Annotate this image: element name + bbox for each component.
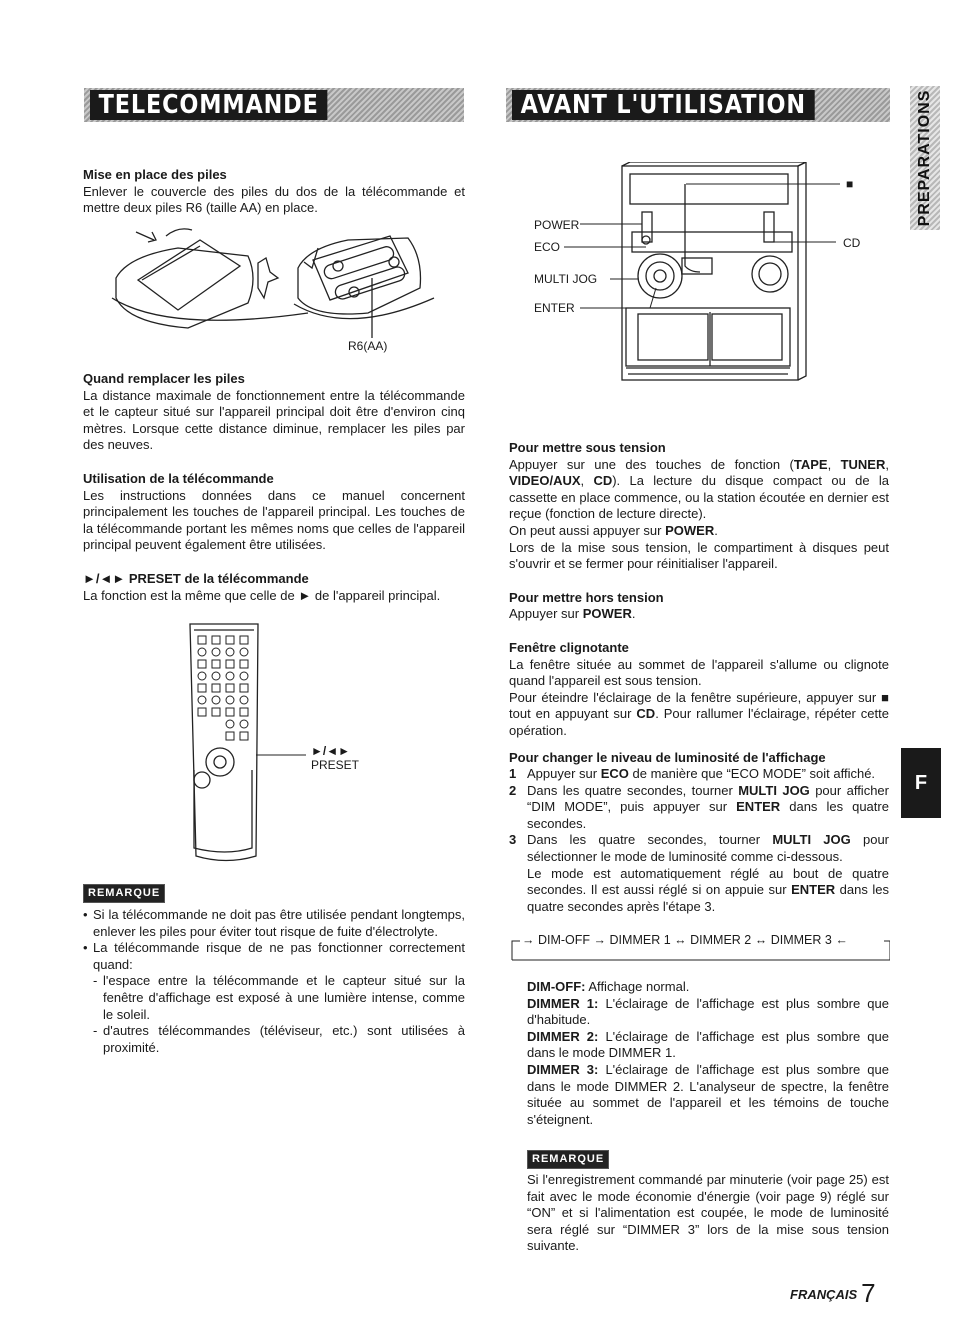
left-section-banner <box>84 88 464 122</box>
dim1-def <box>527 996 889 1029</box>
right-remark-text: Si l'enregistrement commandé par minuterie (voir page 25) est fait avec le mode économie d'énergie (voir page 9) réglé sur “ON” et si l'alimentation est coupée, le mode de luminosité sera réglé sur “DIMMER 3” lors de la mise sous tension suivante. <box>527 1172 889 1254</box>
power-on-note: Lors de la mise sous tension, le compartiment à disques peut s'ouvrir et se fermer pour réinitialiser l'appareil. <box>509 539 889 572</box>
preset-heading-text: PRESET de la télécommande <box>128 570 309 586</box>
remark-subitem: - l'espace entre la télécommande et le capteur situé sur la fenêtre d'affichage est exposé à une lumière intense, comme le soleil. <box>93 973 465 1023</box>
left-column <box>83 167 465 217</box>
remote-key-shape <box>198 648 206 656</box>
key-tape: TAPE <box>793 456 828 472</box>
remote-key-shape <box>212 696 220 704</box>
step-text: dans les quatre secondes. <box>527 799 889 831</box>
key-multi-jog: MULTI JOG <box>738 782 810 798</box>
key-eco: ECO <box>600 766 629 782</box>
arrow-both-icon: ↔ <box>674 933 687 947</box>
remote-preset-label <box>311 744 359 772</box>
remote-key-shape <box>226 672 234 680</box>
right-remarks <box>527 1150 889 1255</box>
batteries-heading: Mise en place des piles <box>83 167 227 182</box>
remote-label-text: PRESET <box>311 758 360 772</box>
footer-language: FRANÇAIS <box>790 1287 858 1302</box>
dot: . <box>631 606 636 622</box>
cycle-mode: DIMMER 3 <box>770 933 832 947</box>
remote-key-shape <box>212 672 220 680</box>
remote-key-shape <box>198 636 206 644</box>
remote-key-shape <box>226 696 234 704</box>
preset-heading <box>83 571 465 588</box>
sep: , <box>580 473 594 489</box>
dim-heading: Pour changer le niveau de luminosité de l'affichage <box>509 749 826 765</box>
power-on-heading: Pour mettre sous tension <box>509 440 666 455</box>
blink-text-2 <box>509 690 889 740</box>
multi-jog-label: MULTI JOG <box>534 272 598 286</box>
language-tab: F <box>901 748 941 818</box>
def-text: L'éclairage de l'affichage est plus sombre que dans le mode DIMMER 1. <box>527 1028 889 1061</box>
remote-key-shape <box>212 636 220 644</box>
dim3-def <box>527 1062 889 1128</box>
step-text: de manière que “ECO MODE” soit affiché. <box>632 766 876 782</box>
remote-key-shape <box>226 708 234 716</box>
cycle-mode: DIMMER 2 <box>690 933 752 947</box>
step-text: Dans les quatre secondes, tourner <box>527 832 761 848</box>
left-remarks <box>83 884 465 1056</box>
arrow-both-icon: ↔ <box>754 933 768 947</box>
cd-label: CD <box>843 236 861 250</box>
preset-text <box>83 588 465 605</box>
key-video-aux: VIDEO/AUX <box>509 473 581 489</box>
key-cd: CD <box>636 706 656 722</box>
step-number: 3 <box>509 832 517 848</box>
remote-key-shape <box>240 720 248 728</box>
side-tab <box>910 86 940 230</box>
key-enter: ENTER <box>791 882 836 898</box>
def-key: DIMMER 3: <box>527 1061 599 1077</box>
key-power: POWER <box>582 606 632 622</box>
remarque-badge-left: REMARQUE <box>83 884 165 903</box>
step-text: pour sélectionner le mode de luminosité comme ci-dessous. <box>527 832 890 865</box>
remark-item: • Si la télécommande ne doit pas être utilisée pendant longtemps, enlever les piles pour éviter tout risque de fuite d'électrolyte. <box>83 907 465 940</box>
remote-key-shape <box>212 684 220 692</box>
def-text: L'éclairage de l'affichage est plus sombre que dans le mode DIMMER 2. L'analyseur de spectre, la fenêtre située au sommet de l'appareil et les témoins de touche s'éteignent. <box>527 1061 889 1127</box>
page-footer <box>790 1278 876 1309</box>
remote-key-shape <box>212 708 220 716</box>
remote-key-shape <box>198 696 206 704</box>
remote-key-shape <box>212 648 220 656</box>
step-number: 2 <box>509 782 517 798</box>
dimmer-cycle <box>510 932 890 964</box>
enter-label: ENTER <box>534 301 575 315</box>
remote-key-shape <box>198 660 206 668</box>
cycle-mode: DIMMER 1 <box>609 933 671 947</box>
remote-key-shape <box>226 636 234 644</box>
arrow-right-icon: → <box>593 933 607 947</box>
preset-text-a: La fonction est la même que celle de <box>83 587 295 603</box>
remote-key-shape <box>226 720 234 728</box>
step-text: Dans les quatre secondes, tourner <box>527 782 733 798</box>
blink-text-2a: Pour éteindre l'éclairage de la fenêtre supérieure, appuyer sur <box>509 689 877 705</box>
page-number: 7 <box>861 1278 876 1308</box>
dim-step <box>509 832 889 915</box>
right-column <box>509 440 889 915</box>
step-number: 1 <box>509 766 517 782</box>
remote-key-shape <box>240 708 248 716</box>
remarque-badge-right: REMARQUE <box>527 1150 609 1169</box>
remark-subitem: - d'autres télécommandes (téléviseur, etc.) sont utilisées à proximité. <box>93 1023 465 1056</box>
power-off-text-a: Appuyer sur <box>509 606 580 622</box>
stop-symbol: ■ <box>881 689 889 705</box>
step-text: Le mode est automatiquement réglé au bout de quatre secondes. Il est aussi réglé si on appuie sur <box>527 865 889 898</box>
arrow-right-icon: → <box>522 933 535 947</box>
remote-label-symbol: ►/◄► <box>311 744 350 758</box>
key-tuner: TUNER <box>840 456 886 472</box>
key-power: POWER <box>665 522 715 538</box>
left-column-mid <box>83 371 465 604</box>
remote-key-shape <box>240 732 248 740</box>
dot: . <box>714 522 718 538</box>
remote-key-shape <box>226 648 234 656</box>
dimoff-def <box>527 979 889 996</box>
remark-item <box>83 940 465 1056</box>
replace-heading: Quand remplacer les piles <box>83 371 245 386</box>
step-text: Appuyer sur <box>527 766 598 782</box>
remote-key-shape <box>240 660 248 668</box>
sep: , <box>827 456 841 472</box>
side-tab-label: PREPARATIONS <box>916 89 933 227</box>
def-text: L'éclairage de l'affichage est plus sombre que d'habitude. <box>527 995 889 1028</box>
blink-text-1: La fenêtre située au sommet de l'appareil s'allume ou clignote quand l'appareil est sous tension. <box>509 656 889 689</box>
def-text: Affichage normal. <box>588 979 690 994</box>
blink-heading: Fenêtre clignotante <box>509 639 629 655</box>
cycle-mode: DIM-OFF <box>537 933 591 947</box>
use-text: Les instructions données dans ce manuel concernent principalement les touches de l'appareil principal. Les touches de la télécommande portant les mêmes noms que celles de l'appareil principal peuvent également être utilisées. <box>83 487 465 553</box>
power-label: POWER <box>534 218 580 232</box>
remote-key-shape <box>240 636 248 644</box>
blink-text-4: . Pour rallumer l'éclairage, répéter cette opération. <box>509 706 889 738</box>
remote-key-shape <box>240 648 248 656</box>
power-on-text <box>509 457 889 523</box>
sep: , <box>885 456 889 472</box>
play-symbol: ► <box>298 587 312 603</box>
remote-illustration <box>186 620 266 865</box>
remote-leader-line <box>256 750 306 760</box>
power-on-text-2: ). La lecture du disque compact ou de la cassette en place commence, ou la station écoutée en dernier est reçue (fonction de lecture directe). <box>509 473 889 522</box>
blink-text-3: tout en appuyant sur <box>509 706 632 722</box>
left-banner-title: TELECOMMANDE <box>90 90 327 120</box>
eco-label: ECO <box>534 240 561 254</box>
remote-key-shape <box>226 684 234 692</box>
remote-key-shape <box>198 672 206 680</box>
dim-step <box>509 766 889 783</box>
dim-steps <box>509 766 889 915</box>
left-remarks-list <box>83 907 465 1056</box>
power-on-text-1: Appuyer sur une des touches de fonction ( <box>509 456 794 472</box>
power-on-alt <box>509 523 889 540</box>
key-cd: CD <box>593 473 613 489</box>
batteries-text: Enlever le couvercle des piles du dos de la télécommande et mettre deux piles R6 (taille AA) en place. <box>83 183 465 216</box>
arrow-left-icon: ← <box>835 933 848 947</box>
key-enter: ENTER <box>736 799 781 815</box>
remote-key-shape <box>226 660 234 668</box>
remark-item-text: La télécommande risque de ne pas fonctionner correctement quand: <box>93 940 465 972</box>
preset-symbol: ►/◄► <box>83 570 126 586</box>
stop-label: ■ <box>846 177 854 191</box>
remote-key-shape <box>226 732 234 740</box>
remote-key-shape <box>198 684 206 692</box>
step-text: dans les quatre secondes après l'étape 3. <box>527 882 889 914</box>
remote-key-shape <box>198 708 206 716</box>
right-section-banner <box>506 88 890 122</box>
use-heading: Utilisation de la télécommande <box>83 470 274 486</box>
power-off-heading: Pour mettre hors tension <box>509 589 664 605</box>
step-text: pour afficher “DIM MODE”, puis appuyer sur <box>527 782 889 815</box>
replace-text: La distance maximale de fonctionnement entre la télécommande et le capteur situé sur l'appareil principal doit être d'environ cinq mètres. Lorsque cette distance diminue, remplacer les piles par des neuves. <box>83 387 465 453</box>
def-key: DIMMER 1: <box>527 995 599 1011</box>
battery-illustration <box>108 218 438 358</box>
remote-key-shape <box>240 684 248 692</box>
remote-key-shape <box>240 696 248 704</box>
dim-step <box>509 783 889 833</box>
remote-key-shape <box>212 660 220 668</box>
key-multi-jog: MULTI JOG <box>772 832 851 848</box>
right-banner-title: AVANT L'UTILISATION <box>512 90 815 120</box>
def-key: DIM-OFF: <box>527 979 586 994</box>
def-key: DIMMER 2: <box>527 1028 599 1044</box>
dimmer-definitions <box>527 979 889 1128</box>
dim2-def <box>527 1029 889 1062</box>
battery-size-label: R6(AA) <box>348 339 388 353</box>
cycle-row <box>522 933 848 947</box>
remote-key-shape <box>240 672 248 680</box>
preset-text-b: de l'appareil principal. <box>314 587 441 603</box>
power-on-text-3: On peut aussi appuyer sur <box>509 522 662 538</box>
power-off-text <box>509 606 889 623</box>
